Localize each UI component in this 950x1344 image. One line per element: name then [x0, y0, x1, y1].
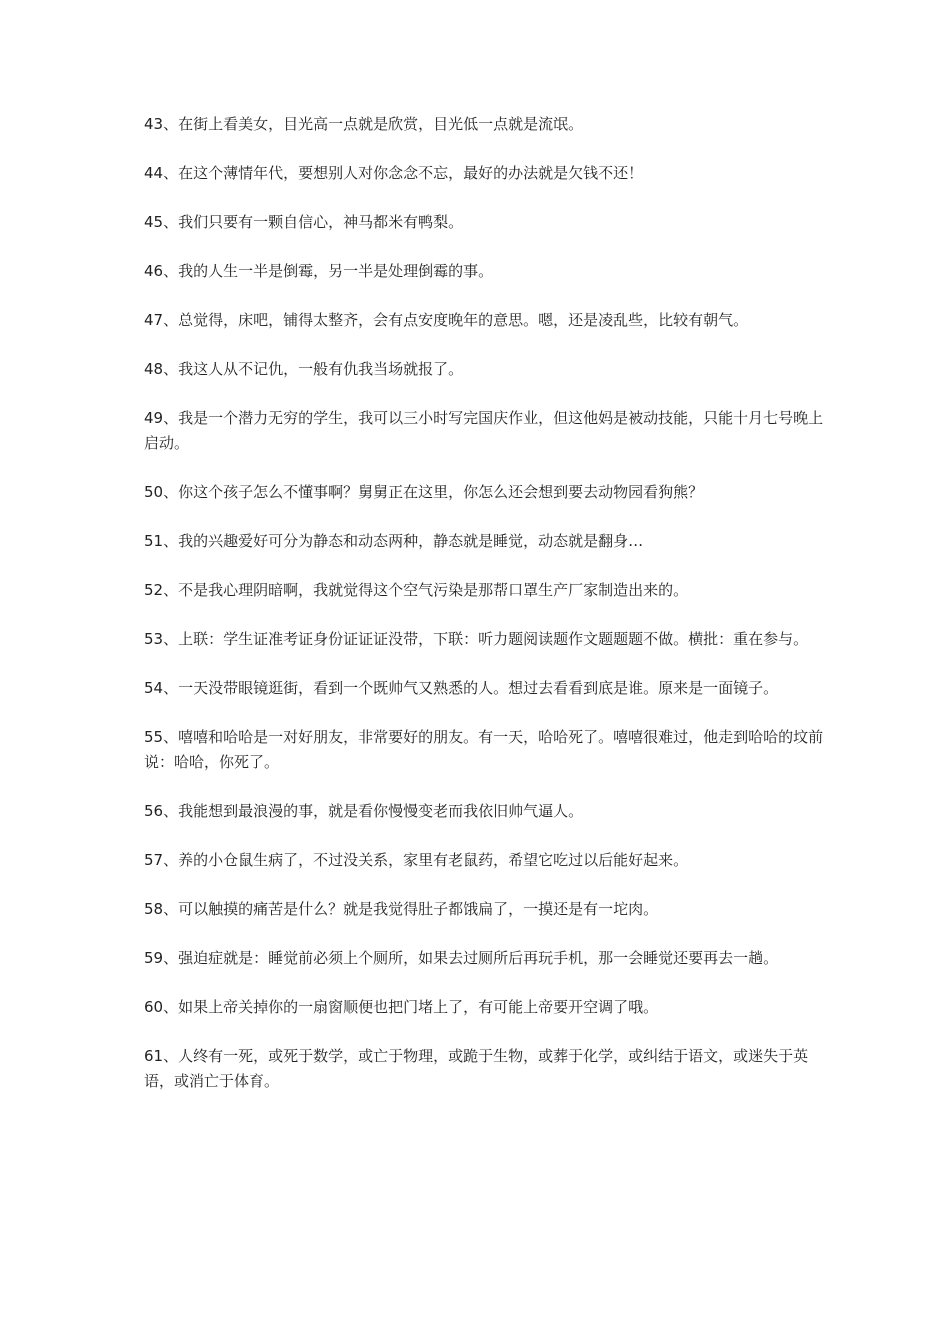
joke-entry-50: 50、你这个孩子怎么不懂事啊？舅舅正在这里，你怎么还会想到要去动物园看狗熊？	[144, 483, 704, 501]
joke-entry-58: 58、可以触摸的痛苦是什么？就是我觉得肚子都饿扁了，一摸还是有一坨肉。	[144, 900, 659, 918]
joke-entry-51: 51、我的兴趣爱好可分为静态和动态两种，静态就是睡觉，动态就是翻身…	[144, 532, 644, 550]
joke-entry-56: 56、我能想到最浪漫的事，就是看你慢慢变老而我依旧帅气逼人。	[144, 802, 584, 820]
joke-entry-53: 53、上联：学生证准考证身份证证证没带，下联：听力题阅读题作文题题题不做。横批：重在参与。	[144, 630, 809, 648]
joke-entry-45: 45、我们只要有一颗自信心，神马都米有鸭梨。	[144, 213, 464, 231]
joke-entry-54: 54、一天没带眼镜逛街，看到一个既帅气又熟悉的人。想过去看看到底是谁。原来是一面镜子。	[144, 679, 779, 697]
joke-entry-47: 47、总觉得，床吧，铺得太整齐，会有点安度晚年的意思。嗯，还是凌乱些，比较有朝气。	[144, 311, 749, 329]
joke-entry-46: 46、我的人生一半是倒霉，另一半是处理倒霉的事。	[144, 262, 494, 280]
joke-entry-43: 43、在街上看美女，目光高一点就是欣赏，目光低一点就是流氓。	[144, 115, 584, 133]
joke-entry-57: 57、养的小仓鼠生病了，不过没关系，家里有老鼠药，希望它吃过以后能好起来。	[144, 851, 689, 869]
joke-entry-44: 44、在这个薄情年代，要想别人对你念念不忘，最好的办法就是欠钱不还！	[144, 164, 644, 182]
joke-entry-60: 60、如果上帝关掉你的一扇窗顺便也把门堵上了，有可能上帝要开空调了哦。	[144, 998, 659, 1016]
joke-entry-59: 59、强迫症就是：睡觉前必须上个厕所，如果去过厕所后再玩手机，那一会睡觉还要再去一趟。	[144, 949, 779, 967]
joke-entry-61: 61、人终有一死，或死于数学，或亡于物理，或跪于生物，或葬于化学，或纠结于语文，或迷失于英语，或消亡于体育。	[144, 1047, 809, 1090]
joke-entry-49: 49、我是一个潜力无穷的学生，我可以三小时写完国庆作业，但这他妈是被动技能，只能十月七号晚上启动。	[144, 409, 824, 452]
document-page	[144, 112, 824, 1118]
joke-entry-55: 55、嘻嘻和哈哈是一对好朋友，非常要好的朋友。有一天，哈哈死了。嘻嘻很难过，他走到哈哈的坟前说：哈哈，你死了。	[144, 728, 824, 771]
joke-entry-52: 52、不是我心理阴暗啊，我就觉得这个空气污染是那帮口罩生产厂家制造出来的。	[144, 581, 689, 599]
joke-entry-48: 48、我这人从不记仇，一般有仇我当场就报了。	[144, 360, 464, 378]
